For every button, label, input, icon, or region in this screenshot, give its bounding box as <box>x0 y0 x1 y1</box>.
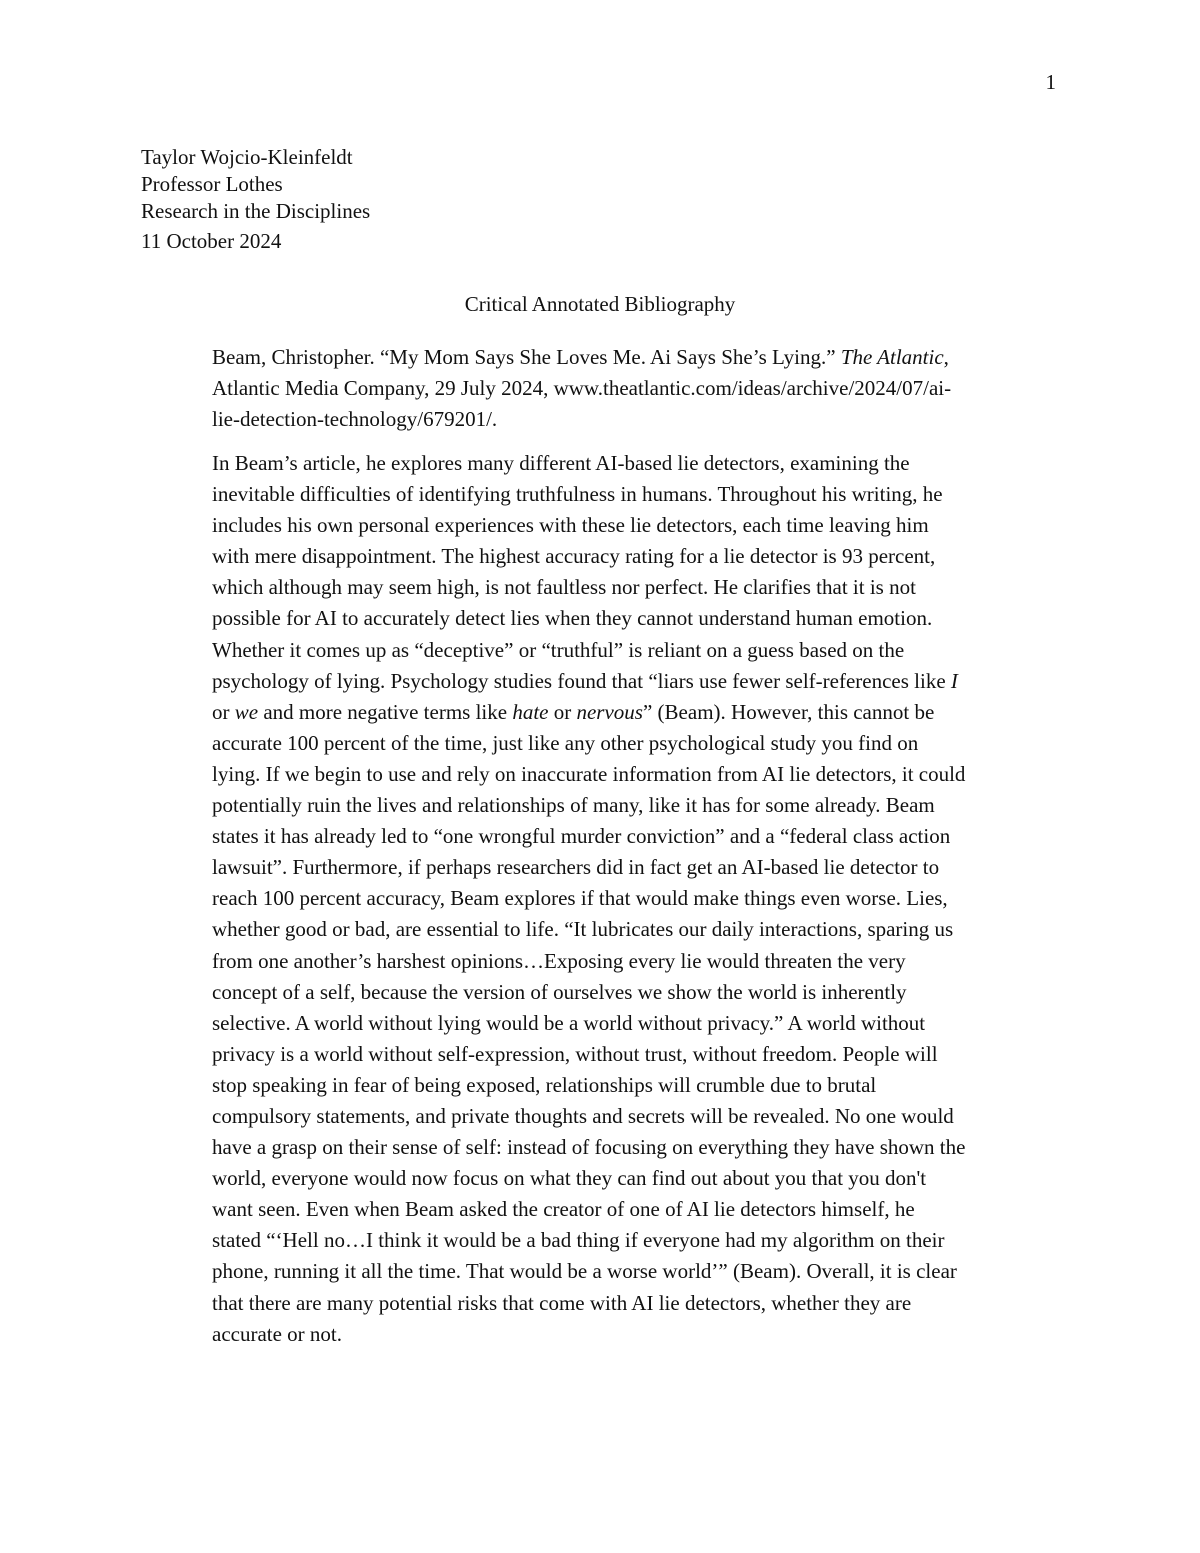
paragraph-text: psychology of lying. Psychology studies found that “liars use fewer self-references like <box>212 668 951 693</box>
paragraph-line: stop speaking in fear of being exposed, relationships will crumble due to brutal <box>212 1072 877 1097</box>
citation-text: Beam, Christopher. “My Mom Says She Loves Me. Ai Says She’s Lying.” <box>212 345 841 369</box>
annotation-paragraph <box>212 448 1072 1350</box>
citation-line: lie-detection-technology/679201/. <box>212 407 498 431</box>
paragraph-line: concept of a self, because the version of ourselves we show the world is inherently <box>212 979 907 1004</box>
paragraph-line: Whether it comes up as “deceptive” or “truthful” is reliant on a guess based on the <box>212 637 905 662</box>
paragraph-line: accurate 100 percent of the time, just like any other psychological study you find on <box>212 730 919 755</box>
paragraph-line: possible for AI to accurately detect lies when they cannot understand human emotion. <box>212 606 933 631</box>
paragraph-line: that there are many potential risks that come with AI lie detectors, whether they are <box>212 1290 912 1315</box>
italic-term: hate <box>512 699 549 724</box>
paragraph-text: and more negative terms like <box>258 699 513 724</box>
header-date: 11 October 2024 <box>141 229 282 253</box>
paragraph-line: which although may seem high, is not faultless nor perfect. He clarifies that it is not <box>212 575 916 600</box>
paragraph-line: from one another’s harshest opinions…Exposing every lie would threaten the very <box>212 948 906 973</box>
paragraph-line: lawsuit”. Furthermore, if perhaps researchers did in fact get an AI-based lie detector to <box>212 855 940 880</box>
paragraph-line: stated “‘Hell no…I think it would be a bad thing if everyone had my algorithm on their <box>212 1228 945 1253</box>
paragraph-line: reach 100 percent accuracy, Beam explores if that would make things even worse. Lies, <box>212 886 948 911</box>
citation-publication: The Atlantic <box>840 345 944 369</box>
professor-name: Professor Lothes <box>141 172 283 196</box>
citation-text: , <box>943 345 949 369</box>
italic-term: I <box>950 668 958 693</box>
citation-line: Atlantic Media Company, 29 July 2024, www.theatlantic.com/ideas/archive/2024/07/ai- <box>212 376 952 400</box>
author-name: Taylor Wojcio-Kleinfeldt <box>141 145 353 169</box>
page-number: 1 <box>1045 70 1056 94</box>
paragraph-line: privacy is a world without self-expression, without trust, without freedom. People will <box>212 1041 938 1066</box>
paragraph-line: inevitable difficulties of identifying truthfulness in humans. Throughout his writing, he <box>212 482 943 507</box>
paragraph-line: world, everyone would now focus on what they can find out about you that you don't <box>212 1166 927 1191</box>
italic-term: nervous <box>576 699 643 724</box>
citation-line <box>212 342 1062 373</box>
paragraph-line: selective. A world without lying would be a world without privacy.” A world without <box>212 1010 926 1035</box>
works-cited-entry <box>212 342 1062 435</box>
paragraph-line: compulsory statements, and private thoughts and secrets will be revealed. No one would <box>212 1103 954 1128</box>
paragraph-line: have a grasp on their sense of self: instead of focusing on everything they have shown the <box>212 1135 966 1160</box>
paragraph-text: ” (Beam). However, this cannot be <box>642 699 935 724</box>
paragraph-line: potentially ruin the lives and relationships of many, like it has for some already. Beam <box>212 793 935 818</box>
paragraph-line <box>212 666 1072 697</box>
paragraph-line <box>212 697 1072 728</box>
paragraph-line: phone, running it all the time. That would be a worse world’” (Beam). Overall, it is clear <box>212 1259 957 1284</box>
paragraph-text: or <box>212 699 235 724</box>
paragraph-text: or <box>548 699 577 724</box>
paragraph-line: In Beam’s article, he explores many different AI-based lie detectors, examining the <box>212 451 910 475</box>
italic-term: we <box>234 699 259 724</box>
paragraph-line: want seen. Even when Beam asked the creator of one of AI lie detectors himself, he <box>212 1197 915 1222</box>
paragraph-line: includes his own personal experiences with these lie detectors, each time leaving him <box>212 513 929 538</box>
paragraph-line: states it has already led to “one wrongful murder conviction” and a “federal class action <box>212 824 951 849</box>
paragraph-line: lying. If we begin to use and rely on inaccurate information from AI lie detectors, it could <box>212 761 966 786</box>
page-title: Critical Annotated Bibliography <box>464 292 736 316</box>
mla-header <box>141 144 370 255</box>
paragraph-line: with mere disappointment. The highest accuracy rating for a lie detector is 93 percent, <box>212 544 936 569</box>
course-name: Research in the Disciplines <box>141 199 371 223</box>
paragraph-line: accurate or not. <box>212 1321 343 1346</box>
paragraph-line: whether good or bad, are essential to life. “It lubricates our daily interactions, sparing us <box>212 917 954 942</box>
